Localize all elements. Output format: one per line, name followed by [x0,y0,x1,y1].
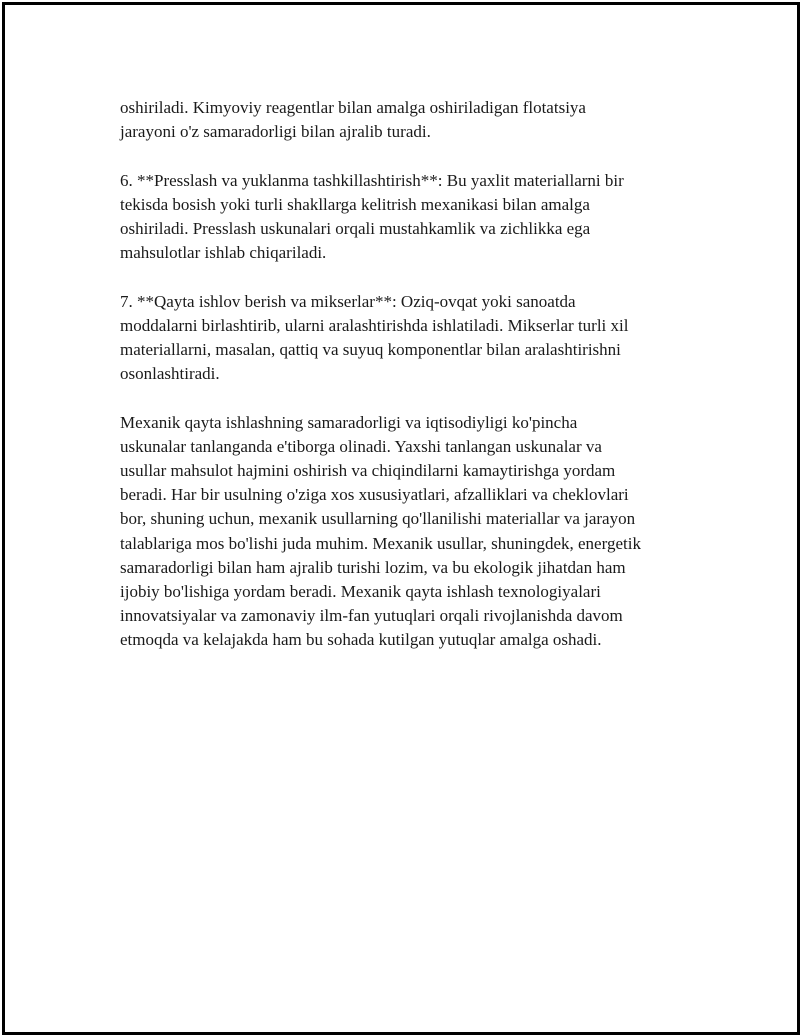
page-frame [2,2,800,1035]
paragraph-item-6-presslash: 6. **Presslash va yuklanma tashkillashtirish**: Bu yaxlit materiallarni bir tekisda bosish yoki turli shakllarga kelitrish mexanikasi bilan amalga oshiriladi. Presslash uskunalari orqali mustahkamlik va zichlikka ega mahsulotlar ishlab chiqariladi. [120,170,624,263]
paragraph-item-7-mikserlar: 7. **Qayta ishlov berish va mikserlar**: Oziq-ovqat yoki sanoatda moddalarni birlashtirib, ularni aralashtirishda ishlatiladi. Mikserlar turli xil materiallarni, masalan, qattiq va suyuq komponentlar bilan aralashtirishni osonlashtiradi. [120,291,629,384]
document-body [120,96,700,677]
paragraph-flotatsiya-continuation: oshiriladi. Kimyoviy reagentlar bilan amalga oshiriladigan flotatsiya jarayoni o'z samaradorligi bilan ajralib turadi. [120,98,586,142]
paragraph-conclusion: Mexanik qayta ishlashning samaradorligi va iqtisodiyligi ko'pincha uskunalar tanlanganda e'tiborga olinadi. Yaxshi tanlangan uskunalar va usullar mahsulot hajmini oshirish va chiqindilarni kamaytirishga yordam beradi. Har bir usulning o'ziga xos xususiyatlari, afzalliklari va cheklovlari bor, shuning uchun, mexanik usullarning qo'llanilishi materiallar va jarayon talablariga mos bo'lishi juda muhim. Mexanik usullar, shuningdek, energetik samaradorligi bilan ham ajralib turishi lozim, va bu ekologik jihatdan ham ijobiy bo'lishiga yordam beradi. Mexanik qayta ishlash texnologiyalari innovatsiyalar va zamonaviy ilm-fan yutuqlari orqali rivojlanishda davom etmoqda va kelajakda ham bu sohada kutilgan yutuqlar amalga oshadi. [120,412,641,650]
